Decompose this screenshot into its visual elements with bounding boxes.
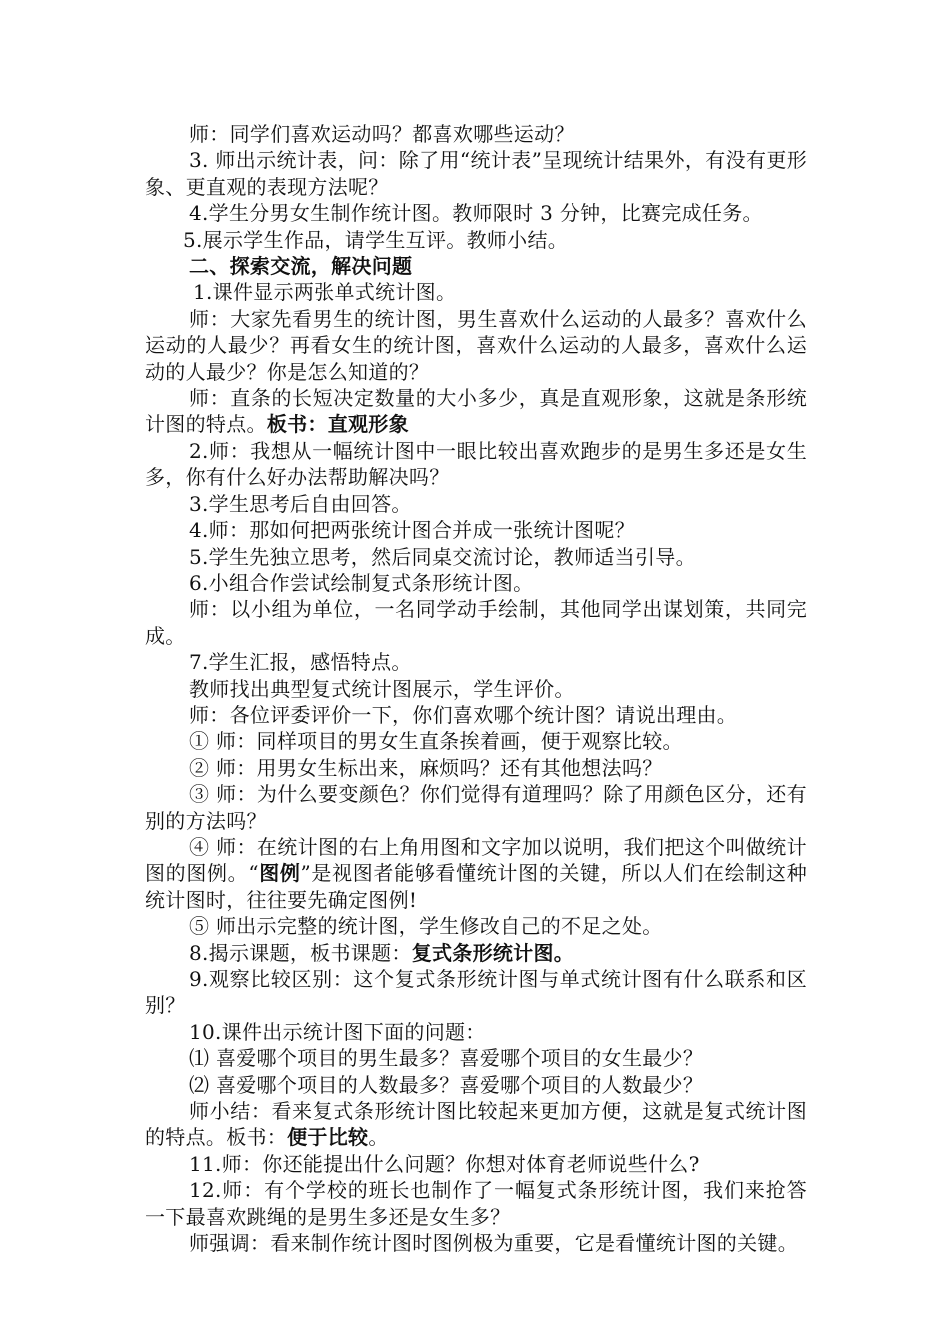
paragraph-p15: 教师找出典型复式统计图展示，学生评价。 <box>189 676 575 701</box>
paragraph-p7 <box>145 385 807 438</box>
paragraph-p18: ② 师：用男女生标出来，麻烦吗？还有其他想法吗？ <box>189 755 663 780</box>
document-page <box>145 121 807 1256</box>
paragraph-p12: 6.小组合作尝试绘制复式条形统计图。 <box>189 570 534 595</box>
paragraph-p9: 3.学生思考后自由回答。 <box>189 491 412 516</box>
paragraph-p19: ③ 师：为什么要变颜色？你们觉得有道理吗？除了用颜色区分，还有别的方法吗？ <box>145 782 807 833</box>
paragraph-p10: 4.师：那如何把两张统计图合并成一张统计图呢？ <box>189 518 635 543</box>
blackboard-note-intuitive: 板书：直观形象 <box>266 412 409 437</box>
blackboard-note-compare: 便于比较 <box>287 1125 369 1150</box>
paragraph-p28: 11.师：你还能提出什么问题？你想对体育老师说些什么? <box>189 1151 700 1176</box>
paragraph-p13: 师：以小组为单位，一名同学动手绘制，其他同学出谋划策，共同完成。 <box>145 597 807 648</box>
legend-term: 图例 <box>258 861 301 886</box>
paragraph-p6: 师：大家先看男生的统计图，男生喜欢什么运动的人最多？喜欢什么运动的人最少？再看女生的统计图，喜欢什么运动的人最多，喜欢什么运动的人最少？你是怎么知道的？ <box>145 306 807 384</box>
paragraph-p20-text-after: ”是视图者能够看懂统计图的关键，所以人们在绘制这种统计图时，往往要先确定图例! <box>145 861 807 912</box>
paragraph-p20-text-before: ④ 师：在统计图的右上角用图和文字加以说明，我们把这个叫做统计图的图例。“ <box>145 834 807 886</box>
paragraph-p5: 1.课件显示两张单式统计图。 <box>193 280 457 305</box>
paragraph-p8: 2.师：我想从一幅统计图中一眼比较出喜欢跑步的是男生多还是女生多，你有什么好办法帮助解决吗？ <box>145 438 807 490</box>
paragraph-p27-text-after: 。 <box>368 1125 389 1150</box>
paragraph-p4: 5.展示学生作品，请学生互评。教师小结。 <box>183 227 569 252</box>
paragraph-p21: ⑤ 师出示完整的统计图，学生修改自己的不足之处。 <box>189 914 663 939</box>
section-heading: 二、探索交流，解决问题 <box>189 254 413 279</box>
paragraph-p14: 7.学生汇报，感悟特点。 <box>189 650 412 675</box>
paragraph-p2: 3. 师出示统计表，问：除了用“统计表”呈现统计结果外，有没有更形象、更直观的表现方法呢？ <box>145 148 807 199</box>
paragraph-p26: ⑵ 喜爱哪个项目的人数最多？喜爱哪个项目的人数最少？ <box>189 1072 704 1097</box>
paragraph-p17: ① 师：同样项目的男女生直条挨着画，便于观察比较。 <box>189 729 683 754</box>
paragraph-p7-text: 师：直条的长短决定数量的大小多少，真是直观形象，这就是条形统计图的特点。 <box>145 386 807 437</box>
paragraph-p29: 12.师：有个学校的班长也制作了一幅复式条形统计图，我们来抢答一下最喜欢跳绳的是男生多还是女生多？ <box>145 1178 807 1229</box>
paragraph-p22 <box>145 940 807 966</box>
paragraph-p24: 10.课件出示统计图下面的问题： <box>189 1019 486 1044</box>
paragraph-p3: 4.学生分男女生制作统计图。教师限时 3 分钟，比赛完成任务。 <box>189 201 763 226</box>
paragraph-p25: ⑴ 喜爱哪个项目的男生最多？喜爱哪个项目的女生最少？ <box>189 1046 704 1071</box>
lesson-title: 复式条形统计图。 <box>411 940 575 965</box>
paragraph-p27 <box>145 1098 807 1151</box>
paragraph-p16: 师：各位评委评价一下，你们喜欢哪个统计图？请说出理由。 <box>189 702 738 727</box>
paragraph-p30: 师强调：看来制作统计图时图例极为重要，它是看懂统计图的关键。 <box>189 1231 798 1256</box>
paragraph-p1: 师：同学们喜欢运动吗？都喜欢哪些运动？ <box>189 122 575 146</box>
paragraph-p22-text: 8.揭示课题，板书课题： <box>189 940 412 965</box>
paragraph-p11: 5.学生先独立思考，然后同桌交流讨论，教师适当引导。 <box>189 544 696 569</box>
paragraph-p23: 9.观察比较区别：这个复式条形统计图与单式统计图有什么联系和区别？ <box>145 967 807 1018</box>
paragraph-p27-text: 师小结：看来复式条形统计图比较起来更加方便，这就是复式统计图的特点。板书： <box>145 1099 807 1150</box>
paragraph-p20 <box>145 834 807 913</box>
